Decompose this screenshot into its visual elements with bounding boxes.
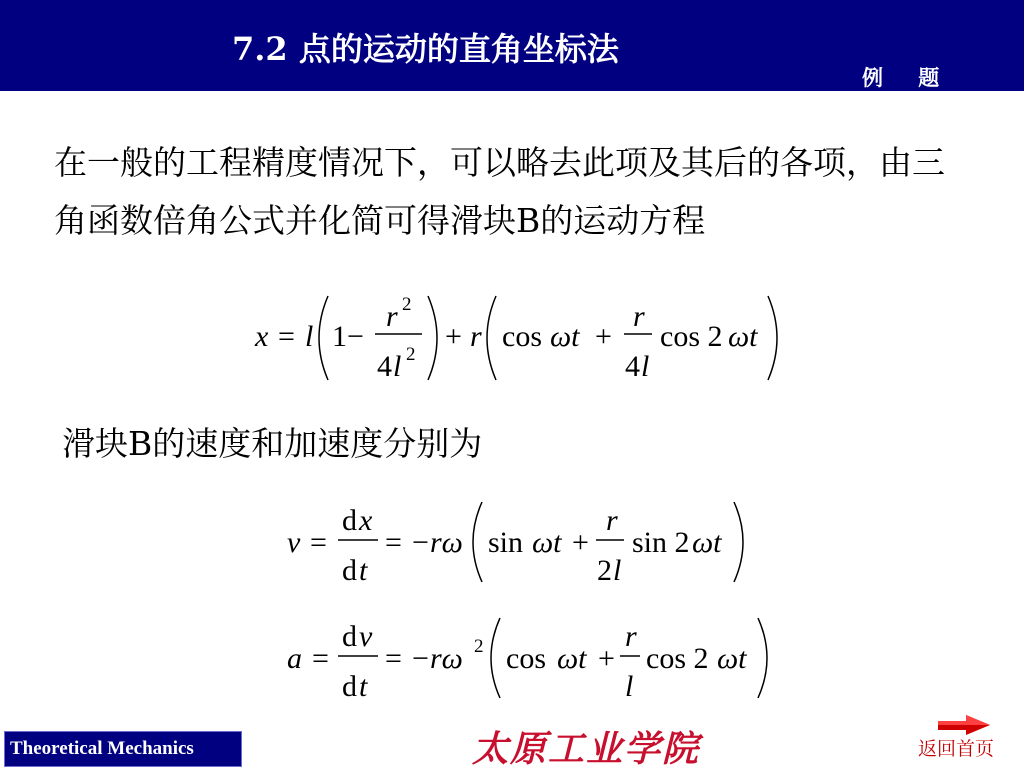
- svg-text:2: 2: [597, 554, 612, 587]
- equation-position: [250, 288, 790, 396]
- svg-text:1−: 1−: [332, 320, 364, 353]
- svg-text:+: +: [572, 526, 589, 559]
- svg-text:=: =: [278, 320, 295, 353]
- svg-text:t: t: [359, 554, 368, 587]
- svg-text:=: =: [385, 526, 402, 559]
- svg-text:+: +: [595, 320, 612, 353]
- home-link[interactable]: 返回首页: [918, 738, 995, 760]
- svg-text:=: =: [385, 642, 402, 675]
- svg-text:ωt: ωt: [692, 526, 722, 559]
- svg-text:l: l: [613, 554, 622, 587]
- svg-text:sin: sin: [488, 526, 524, 559]
- svg-text:=: =: [312, 642, 329, 675]
- svg-text:4: 4: [625, 350, 640, 383]
- paragraph-intro: 在一般的工程精度情况下，可以略去此项及其后的各项，由三角函数倍角公式并化简可得滑块B的运动方程: [54, 143, 945, 240]
- svg-text:v: v: [359, 620, 373, 653]
- svg-text:a: a: [287, 642, 302, 675]
- svg-text:r: r: [470, 320, 482, 353]
- svg-text:r: r: [386, 300, 398, 333]
- svg-text:2: 2: [406, 344, 416, 365]
- svg-text:cos 2: cos 2: [660, 320, 723, 353]
- svg-text:rω: rω: [430, 642, 463, 675]
- equation-acceleration: [282, 616, 782, 714]
- equation-position-svg: [250, 288, 790, 388]
- svg-text:v: v: [287, 526, 301, 559]
- equation-velocity-svg: [282, 500, 762, 590]
- svg-text:2: 2: [402, 294, 412, 315]
- svg-text:−: −: [412, 642, 429, 675]
- svg-text:d: d: [342, 670, 357, 703]
- svg-text:t: t: [359, 670, 368, 703]
- svg-text:l: l: [641, 350, 650, 383]
- svg-text:r: r: [625, 620, 637, 653]
- svg-text:=: =: [310, 526, 327, 559]
- svg-text:l: l: [393, 350, 402, 383]
- svg-text:+: +: [598, 642, 615, 675]
- equation-velocity: [282, 500, 762, 598]
- svg-text:d: d: [342, 554, 357, 587]
- svg-text:2: 2: [474, 636, 484, 657]
- svg-text:sin 2: sin 2: [632, 526, 690, 559]
- svg-text:d: d: [342, 504, 357, 537]
- svg-text:ωt: ωt: [728, 320, 758, 353]
- svg-text:l: l: [625, 670, 634, 703]
- svg-text:rω: rω: [430, 526, 463, 559]
- page-title: 7.2 点的运动的直角坐标法: [232, 30, 619, 68]
- svg-text:x: x: [255, 320, 269, 353]
- svg-text:4: 4: [377, 350, 392, 383]
- svg-text:ωt: ωt: [550, 320, 580, 353]
- svg-text:cos 2: cos 2: [646, 642, 709, 675]
- svg-text:d: d: [342, 620, 357, 653]
- svg-text:−: −: [412, 526, 429, 559]
- page-subtitle: 例 题: [862, 65, 954, 90]
- svg-text:l: l: [305, 320, 314, 353]
- svg-text:cos: cos: [502, 320, 542, 353]
- svg-text:ωt: ωt: [557, 642, 587, 675]
- equation-acceleration-svg: [282, 616, 782, 706]
- svg-text:+: +: [445, 320, 462, 353]
- paragraph-velocity-intro: 滑块B的速度和加速度分别为: [62, 424, 483, 463]
- svg-text:ωt: ωt: [532, 526, 562, 559]
- next-arrow-icon[interactable]: [936, 714, 992, 736]
- school-logo: 太原工业学院: [472, 728, 701, 770]
- svg-text:r: r: [606, 504, 618, 537]
- svg-text:cos: cos: [506, 642, 546, 675]
- svg-text:x: x: [359, 504, 373, 537]
- svg-text:ωt: ωt: [717, 642, 747, 675]
- course-label: Theoretical Mechanics: [10, 738, 194, 759]
- svg-text:r: r: [633, 300, 645, 333]
